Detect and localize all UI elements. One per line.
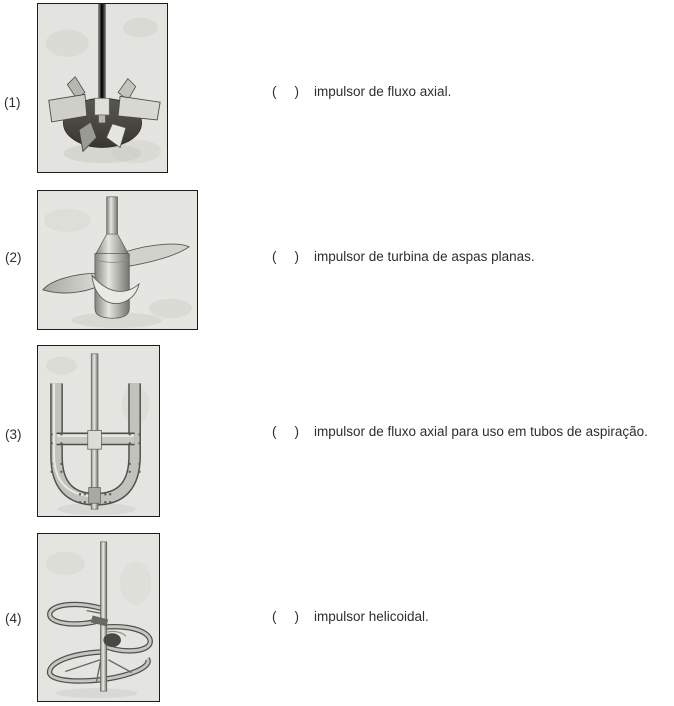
answer-blank-open-3: ( [272, 424, 277, 439]
item-number-1: (1) [4, 95, 21, 110]
option-row-2 [272, 249, 535, 265]
answer-blank-close-4: ) [294, 609, 299, 624]
answer-blank-close-3: ) [294, 424, 299, 439]
option-text-4: impulsor helicoidal. [314, 609, 429, 624]
impeller-photo-4 [37, 533, 160, 702]
option-row-3 [272, 424, 648, 440]
disc-turbine-impeller-icon [38, 4, 166, 171]
option-row-4 [272, 609, 429, 625]
item-number-2: (2) [5, 250, 22, 265]
answer-blank-close-1: ) [294, 84, 299, 99]
answer-blank-open-2: ( [272, 249, 277, 264]
answer-blank-close-2: ) [294, 249, 299, 264]
option-text-2: impulsor de turbina de aspas planas. [314, 249, 535, 264]
item-number-4: (4) [5, 611, 22, 626]
option-text-1: impulsor de fluxo axial. [314, 84, 452, 99]
gate-anchor-impeller-icon [38, 346, 158, 515]
item-number-3: (3) [5, 427, 22, 442]
option-row-1 [272, 84, 451, 100]
option-text-3: impulsor de fluxo axial para uso em tubos de aspiração. [314, 424, 648, 439]
helical-ribbon-impeller-icon [38, 534, 158, 700]
marine-propeller-impeller-icon [38, 191, 196, 328]
impeller-photo-2 [37, 190, 198, 330]
impeller-photo-3 [37, 345, 160, 517]
answer-blank-open-4: ( [272, 609, 277, 624]
answer-blank-open-1: ( [272, 84, 277, 99]
impeller-photo-1 [37, 3, 168, 173]
